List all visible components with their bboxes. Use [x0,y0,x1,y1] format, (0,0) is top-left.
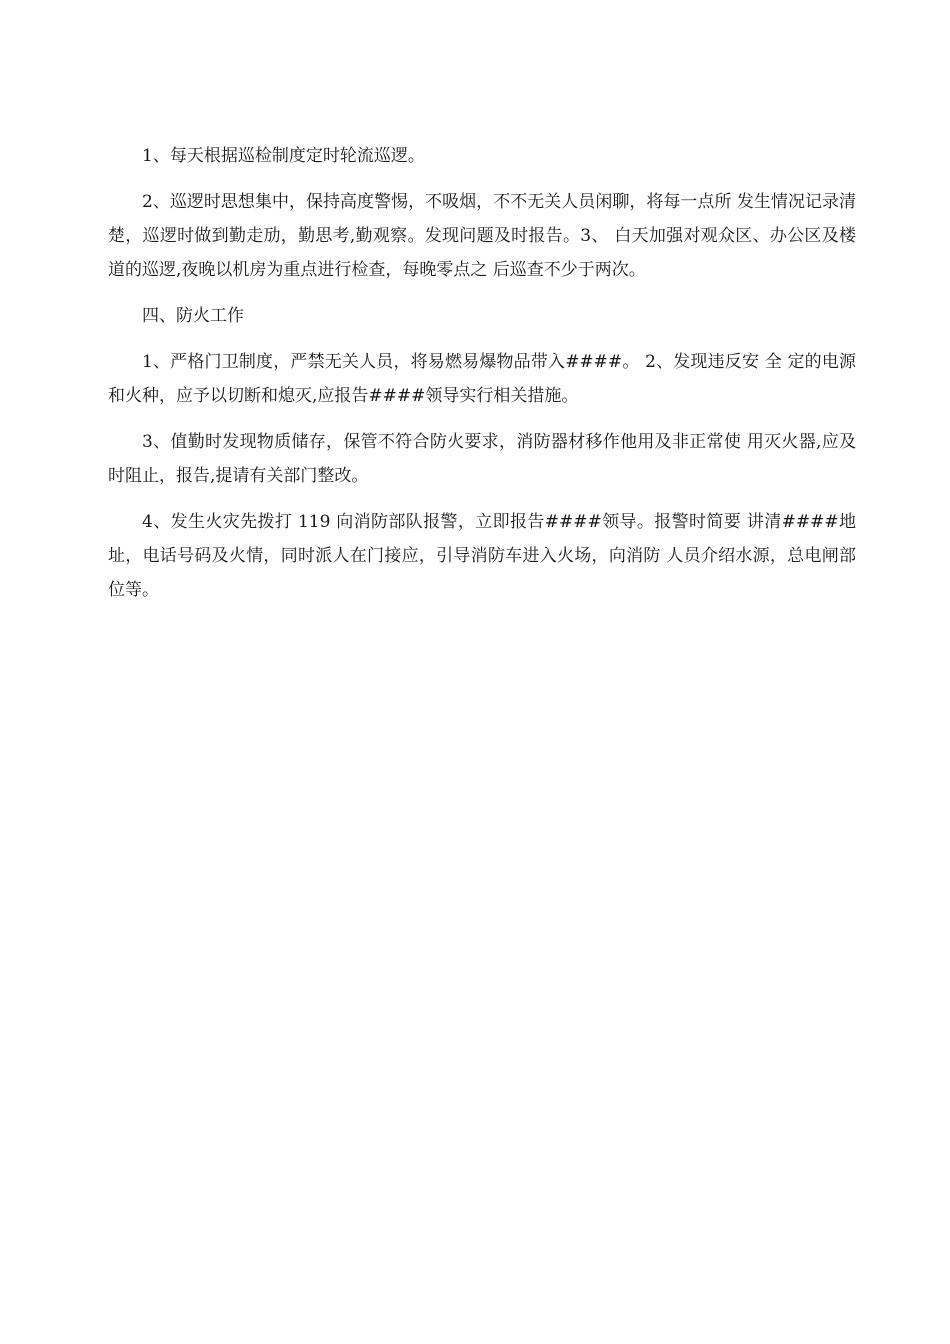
paragraph-storage-inspection: 3、值勤时发现物质储存，保管不符合防火要求，消防器材移作他用及非正常使 用灭火器,应及时阻止，报告,提请有关部门整改。 [108,432,856,486]
paragraph-patrol-rules: 2、巡逻时思想集中，保持高度警惕，不吸烟，不不无关人员闲聊，将每一点所 发生情况记录清楚，巡逻时做到勤走劢，勤思考,勤观察。发现问题及时报告。3、 白天加强对观众区、办公区及楼道的巡逻,夜晚以机房为重点进行检查，每晚零点之 后巡查不少于两次。 [108,192,856,280]
section-heading-fire-prevention: 四、防火工作 [142,306,244,326]
paragraph-gate-control: 1、严格门卫制度，严禁无关人员，将易燃易爆物品带入####。 2、发现违反安 全 定的电源和火种，应予以切断和熄灭,应报告####领导实行相关措施。 [108,352,856,406]
paragraph-patrol-schedule: 1、每天根据巡检制度定时轮流巡逻。 [142,146,425,166]
document-body [108,139,856,619]
paragraph-fire-response: 4、发生火灾先拨打 119 向消防部队报警，立即报告####领导。报警时简要 讲清####地址，电话号码及火情，同时派人在门接应，引导消防车进入火场，向消防 人员介绍水源，总电闸部位等。 [108,512,856,600]
